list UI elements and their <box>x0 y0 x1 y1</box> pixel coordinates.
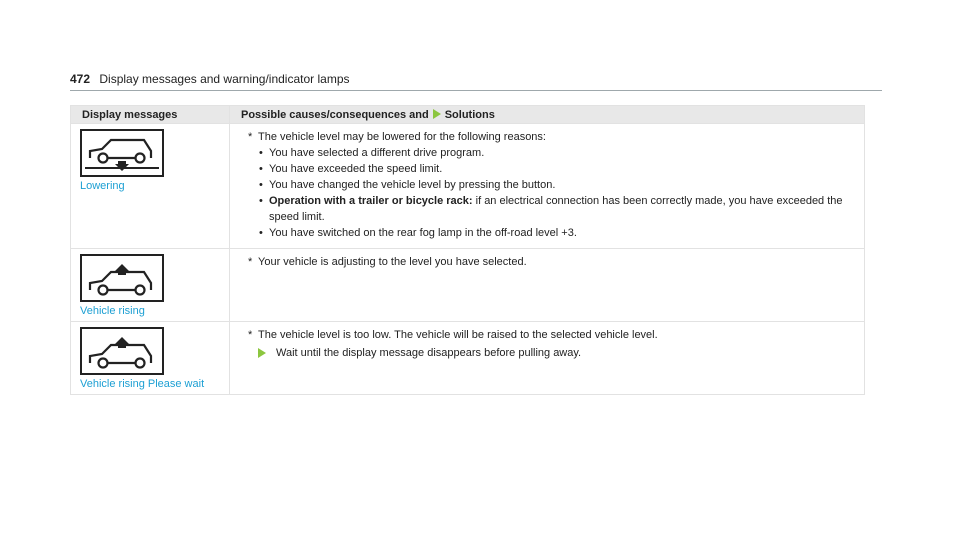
list-item <box>259 225 854 241</box>
column-header-display-messages: Display messages <box>71 106 230 124</box>
vehicle-rising-wait-icon <box>80 327 164 375</box>
display-messages-table <box>70 105 865 395</box>
bullet-text: You have selected a different drive program. <box>269 147 485 159</box>
table-row <box>71 322 865 395</box>
display-message-cell <box>71 322 230 395</box>
cause-statement: Your vehicle is adjusting to the level you have selected. <box>258 256 527 268</box>
vehicle-rising-icon <box>80 254 164 302</box>
causes-header-text: Possible causes/consequences and <box>241 108 429 121</box>
action-text: Wait until the display message disappears before pulling away. <box>276 347 582 359</box>
column-header-causes-solutions <box>230 106 865 124</box>
solutions-header-text: Solutions <box>444 108 495 121</box>
cause-marker: * <box>248 256 253 268</box>
bullet-text: You have switched on the rear fog lamp in the off-road level +3. <box>269 227 577 239</box>
cause-text <box>248 129 854 145</box>
vehicle-lowering-icon <box>80 129 164 177</box>
solutions-arrow-icon <box>433 109 441 119</box>
message-label-vehicle-rising-please-wait: Vehicle rising Please wait <box>80 378 205 390</box>
display-message-cell <box>71 124 230 249</box>
page-number: 472 <box>70 72 91 86</box>
cause-cell <box>230 124 865 249</box>
table-header-row <box>71 106 865 124</box>
cause-cell <box>230 249 865 322</box>
table-row <box>71 249 865 322</box>
action-arrow-icon <box>258 348 266 358</box>
list-item <box>259 145 854 161</box>
cause-marker: * <box>248 131 253 143</box>
list-item <box>259 177 854 193</box>
page-title: Display messages and warning/indicator lamps <box>99 72 350 86</box>
bullet-text: You have changed the vehicle level by pressing the button. <box>269 179 556 191</box>
display-message-cell <box>71 249 230 322</box>
cause-text <box>248 254 854 270</box>
cause-bullet-list <box>248 145 854 241</box>
bullet-text: if an electrical connection has been correctly made, you have exceeded the speed limit. <box>269 195 843 223</box>
cause-text <box>248 327 854 343</box>
cause-marker: * <box>248 329 253 341</box>
bullet-text: You have exceeded the speed limit. <box>269 163 443 175</box>
cause-statement: The vehicle level may be lowered for the following reasons: <box>258 131 546 143</box>
message-label-lowering: Lowering <box>80 180 125 192</box>
solution-action <box>248 345 854 361</box>
page-header <box>70 72 882 91</box>
cause-statement: The vehicle level is too low. The vehicle will be raised to the selected vehicle level. <box>258 329 658 341</box>
table-row <box>71 124 865 249</box>
list-item <box>259 193 854 225</box>
list-item <box>259 161 854 177</box>
message-label-vehicle-rising: Vehicle rising <box>80 305 145 317</box>
bullet-bold-text: Operation with a trailer or bicycle rack: <box>269 195 473 207</box>
cause-cell <box>230 322 865 395</box>
